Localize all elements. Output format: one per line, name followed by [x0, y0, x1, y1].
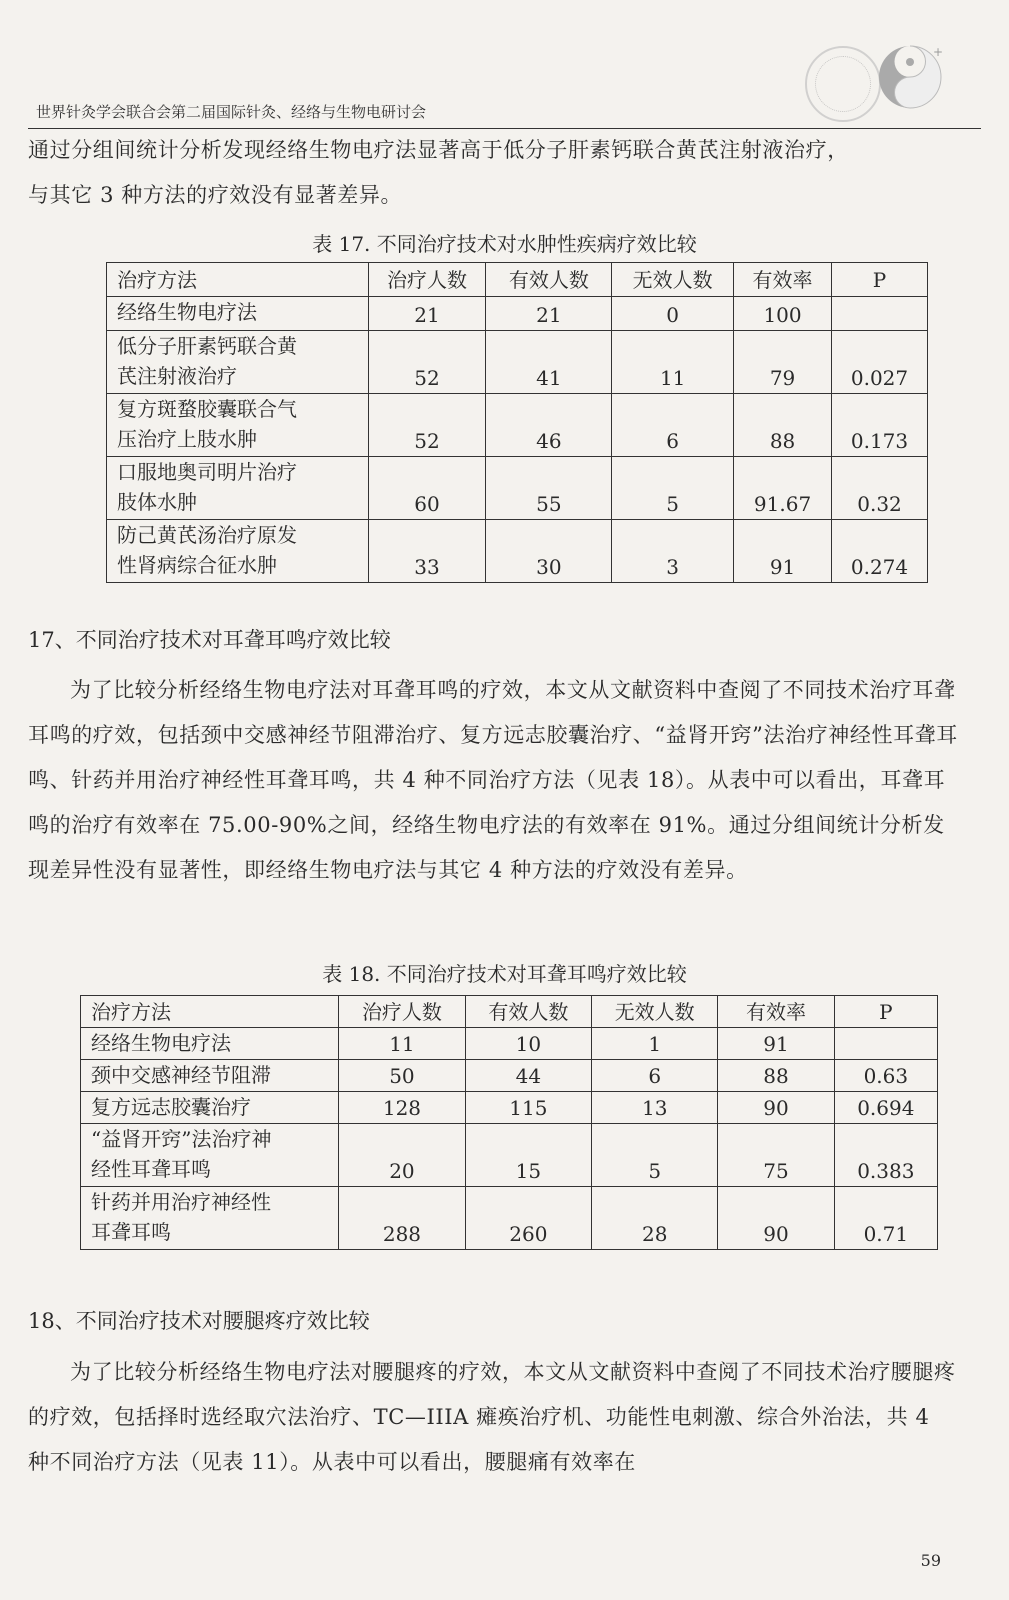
value-cell: 0.274 [832, 520, 928, 583]
value-cell: 28 [592, 1187, 718, 1250]
column-header: 无效人数 [592, 996, 718, 1028]
method-cell: 经络生物电疗法 [107, 297, 369, 331]
value-cell: 260 [465, 1187, 591, 1250]
value-cell: 3 [612, 520, 734, 583]
value-cell: 0.027 [832, 331, 928, 394]
running-header [28, 45, 981, 129]
value-cell: 13 [592, 1092, 718, 1124]
section-18-title: 18、不同治疗技术对腰腿疼疗效比较 [28, 1309, 370, 1333]
seal-logo-icon [805, 46, 881, 122]
value-cell: 46 [486, 394, 612, 457]
value-cell [832, 297, 928, 331]
table-row [107, 331, 928, 394]
value-cell: 11 [612, 331, 734, 394]
value-cell: 91 [718, 1028, 834, 1060]
value-cell: 0 [612, 297, 734, 331]
table-row [81, 1092, 938, 1124]
value-cell: 50 [339, 1060, 465, 1092]
method-cell: 防己黄芪汤治疗原发 性肾病综合征水肿 [107, 520, 369, 583]
value-cell: 5 [612, 457, 734, 520]
value-cell: 10 [465, 1028, 591, 1060]
value-cell: 0.383 [834, 1124, 937, 1187]
method-cell: 针药并用治疗神经性 耳聋耳鸣 [81, 1187, 339, 1250]
table-header-row [81, 996, 938, 1028]
table-row [81, 1187, 938, 1250]
intro-line-2: 与其它 3 种方法的疗效没有显著差异。 [28, 183, 403, 207]
table-17 [106, 262, 928, 583]
column-header: 治疗人数 [339, 996, 465, 1028]
column-header: 有效率 [718, 996, 834, 1028]
value-cell: 41 [486, 331, 612, 394]
value-cell: 0.63 [834, 1060, 937, 1092]
page-number: 59 [920, 1551, 941, 1570]
column-header: P [832, 263, 928, 297]
value-cell: 88 [718, 1060, 834, 1092]
table-row [107, 297, 928, 331]
value-cell: 75 [718, 1124, 834, 1187]
value-cell: 11 [339, 1028, 465, 1060]
yin-yang-logo-icon [875, 42, 945, 112]
method-cell: 经络生物电疗法 [81, 1028, 339, 1060]
column-header: 有效率 [734, 263, 832, 297]
value-cell: 6 [612, 394, 734, 457]
method-cell: 复方斑蝥胶囊联合气 压治疗上肢水肿 [107, 394, 369, 457]
column-header: P [834, 996, 937, 1028]
value-cell: 100 [734, 297, 832, 331]
table18-caption: 表 18. 不同治疗技术对耳聋耳鸣疗效比较 [322, 962, 687, 986]
method-cell: “益肾开窍”法治疗神 经性耳聋耳鸣 [81, 1124, 339, 1187]
value-cell: 21 [486, 297, 612, 331]
value-cell: 21 [368, 297, 486, 331]
table-header-row [107, 263, 928, 297]
value-cell: 44 [465, 1060, 591, 1092]
value-cell: 55 [486, 457, 612, 520]
column-header: 无效人数 [612, 263, 734, 297]
section-17-paragraph: 为了比较分析经络生物电疗法对耳聋耳鸣的疗效，本文从文献资料中查阅了不同技术治疗耳聋耳鸣的疗效，包括颈中交感神经节阻滞治疗、复方远志胶囊治疗、“益肾开窍”法治疗神经性耳聋耳鸣、针药并用治疗神经性耳聋耳鸣，共 4 种不同治疗方法（见表 18）。从表中可以看出，耳聋耳鸣的治疗有效率在 75.00-90%之间，经络生物电疗法的有效率在 91%。通过分组间统计分析发现差异性没有显著性，即经络生物电疗法与其它 4 种方法的疗效没有差异。 [28, 678, 958, 882]
value-cell: 128 [339, 1092, 465, 1124]
intro-paragraph [28, 128, 958, 218]
value-cell [834, 1028, 937, 1060]
method-cell: 复方远志胶囊治疗 [81, 1092, 339, 1124]
method-cell: 低分子肝素钙联合黄 芪注射液治疗 [107, 331, 369, 394]
value-cell: 20 [339, 1124, 465, 1187]
value-cell: 60 [368, 457, 486, 520]
value-cell: 0.32 [832, 457, 928, 520]
table-row [107, 394, 928, 457]
value-cell: 1 [592, 1028, 718, 1060]
table-18 [80, 995, 938, 1250]
table17-caption: 表 17. 不同治疗技术对水肿性疾病疗效比较 [312, 232, 697, 256]
value-cell: 79 [734, 331, 832, 394]
table-row [107, 457, 928, 520]
table-row [81, 1124, 938, 1187]
value-cell: 288 [339, 1187, 465, 1250]
value-cell: 91 [734, 520, 832, 583]
table-row [107, 520, 928, 583]
column-header: 有效人数 [465, 996, 591, 1028]
value-cell: 52 [368, 331, 486, 394]
column-header: 有效人数 [486, 263, 612, 297]
section-17-title: 17、不同治疗技术对耳聋耳鸣疗效比较 [28, 628, 391, 652]
method-cell: 颈中交感神经节阻滞 [81, 1060, 339, 1092]
value-cell: 91.67 [734, 457, 832, 520]
table-row [81, 1028, 938, 1060]
svg-text:+: + [933, 45, 944, 59]
value-cell: 30 [486, 520, 612, 583]
section-18-paragraph: 为了比较分析经络生物电疗法对腰腿疼的疗效，本文从文献资料中查阅了不同技术治疗腰腿疼的疗效，包括择时选经取穴法治疗、TC—IIIA 瘫痪治疗机、功能性电刺激、综合外治法，共 4 种不同治疗方法（见表 11）。从表中可以看出，腰腿痛有效率在 [28, 1360, 956, 1474]
method-cell: 口服地奥司明片治疗 肢体水肿 [107, 457, 369, 520]
value-cell: 0.71 [834, 1187, 937, 1250]
value-cell: 15 [465, 1124, 591, 1187]
header-title: 世界针灸学会联合会第二届国际针灸、经络与生物电研讨会 [36, 103, 427, 121]
value-cell: 52 [368, 394, 486, 457]
value-cell: 6 [592, 1060, 718, 1092]
value-cell: 90 [718, 1092, 834, 1124]
value-cell: 33 [368, 520, 486, 583]
value-cell: 115 [465, 1092, 591, 1124]
value-cell: 90 [718, 1187, 834, 1250]
column-header: 治疗人数 [368, 263, 486, 297]
value-cell: 88 [734, 394, 832, 457]
value-cell: 5 [592, 1124, 718, 1187]
table-row [81, 1060, 938, 1092]
column-header: 治疗方法 [107, 263, 369, 297]
column-header: 治疗方法 [81, 996, 339, 1028]
intro-line-1: 通过分组间统计分析发现经络生物电疗法显著高于低分子肝素钙联合黄芪注射液治疗， [28, 138, 849, 162]
value-cell: 0.694 [834, 1092, 937, 1124]
value-cell: 0.173 [832, 394, 928, 457]
